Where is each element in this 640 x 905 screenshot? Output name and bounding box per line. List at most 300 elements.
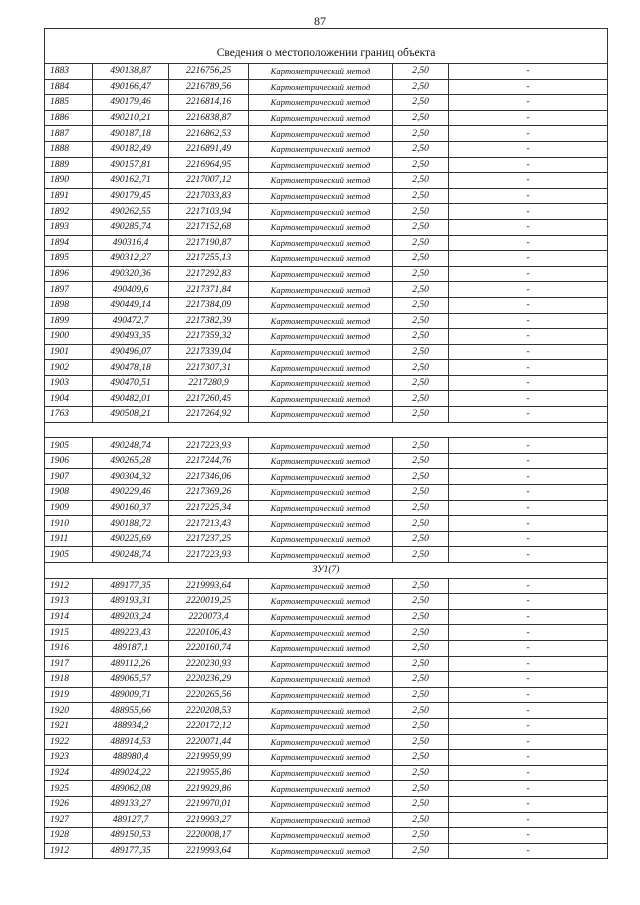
point-number-cell: 1895 <box>45 251 93 267</box>
x-coordinate-cell: 490409,6 <box>93 282 169 298</box>
table-row <box>45 360 608 376</box>
method-cell: Картометрический метод <box>249 547 393 563</box>
description-cell: - <box>449 126 608 142</box>
description-cell: - <box>449 251 608 267</box>
accuracy-cell: 2,50 <box>393 828 449 844</box>
point-number-cell: 1902 <box>45 360 93 376</box>
point-number-cell: 1893 <box>45 219 93 235</box>
point-number-cell: 1919 <box>45 687 93 703</box>
description-cell: - <box>449 672 608 688</box>
x-coordinate-cell: 490478,18 <box>93 360 169 376</box>
x-coordinate-cell: 490160,37 <box>93 500 169 516</box>
accuracy-cell: 2,50 <box>393 500 449 516</box>
y-coordinate-cell: 2217384,09 <box>169 297 249 313</box>
description-cell: - <box>449 640 608 656</box>
y-coordinate-cell: 2217033,83 <box>169 188 249 204</box>
x-coordinate-cell: 490166,47 <box>93 79 169 95</box>
method-cell: Картометрический метод <box>249 656 393 672</box>
point-number-cell: 1901 <box>45 344 93 360</box>
accuracy-cell: 2,50 <box>393 329 449 345</box>
accuracy-cell: 2,50 <box>393 344 449 360</box>
method-cell: Картометрический метод <box>249 828 393 844</box>
accuracy-cell: 2,50 <box>393 672 449 688</box>
x-coordinate-cell: 489112,26 <box>93 656 169 672</box>
point-number-cell: 1926 <box>45 796 93 812</box>
description-cell: - <box>449 485 608 501</box>
point-number-cell: 1900 <box>45 329 93 345</box>
point-number-cell: 1911 <box>45 531 93 547</box>
point-number-cell: 1888 <box>45 141 93 157</box>
accuracy-cell: 2,50 <box>393 110 449 126</box>
table-row <box>45 750 608 766</box>
table-row <box>45 375 608 391</box>
method-cell: Картометрический метод <box>249 640 393 656</box>
y-coordinate-cell: 2219959,99 <box>169 750 249 766</box>
x-coordinate-cell: 488980,4 <box>93 750 169 766</box>
method-cell: Картометрический метод <box>249 703 393 719</box>
y-coordinate-cell: 2217237,25 <box>169 531 249 547</box>
accuracy-cell: 2,50 <box>393 781 449 797</box>
accuracy-cell: 2,50 <box>393 656 449 672</box>
table-row <box>45 796 608 812</box>
description-cell: - <box>449 578 608 594</box>
description-cell: - <box>449 625 608 641</box>
y-coordinate-cell: 2217339,04 <box>169 344 249 360</box>
x-coordinate-cell: 490304,32 <box>93 469 169 485</box>
description-cell: - <box>449 547 608 563</box>
method-cell: Картометрический метод <box>249 64 393 80</box>
y-coordinate-cell: 2219993,27 <box>169 812 249 828</box>
section-label: ЗУ1(7) <box>45 563 608 579</box>
table-row <box>45 843 608 859</box>
table-row <box>45 812 608 828</box>
accuracy-cell: 2,50 <box>393 625 449 641</box>
point-number-cell: 1917 <box>45 656 93 672</box>
x-coordinate-cell: 489203,24 <box>93 609 169 625</box>
method-cell: Картометрический метод <box>249 531 393 547</box>
method-cell: Картометрический метод <box>249 625 393 641</box>
y-coordinate-cell: 2217280,9 <box>169 375 249 391</box>
point-number-cell: 1889 <box>45 157 93 173</box>
accuracy-cell: 2,50 <box>393 718 449 734</box>
accuracy-cell: 2,50 <box>393 219 449 235</box>
y-coordinate-cell: 2217382,39 <box>169 313 249 329</box>
table-row <box>45 282 608 298</box>
method-cell: Картометрический метод <box>249 95 393 111</box>
description-cell: - <box>449 687 608 703</box>
x-coordinate-cell: 490179,46 <box>93 95 169 111</box>
method-cell: Картометрический метод <box>249 360 393 376</box>
y-coordinate-cell: 2217307,31 <box>169 360 249 376</box>
table-row <box>45 188 608 204</box>
table-row <box>45 734 608 750</box>
description-cell: - <box>449 313 608 329</box>
method-cell: Картометрический метод <box>249 453 393 469</box>
table-row <box>45 297 608 313</box>
point-number-cell: 1923 <box>45 750 93 766</box>
table-row <box>45 235 608 251</box>
point-number-cell: 1897 <box>45 282 93 298</box>
accuracy-cell: 2,50 <box>393 453 449 469</box>
boundary-coordinates-table <box>44 28 608 859</box>
method-cell: Картометрический метод <box>249 594 393 610</box>
method-cell: Картометрический метод <box>249 110 393 126</box>
point-number-cell: 1908 <box>45 485 93 501</box>
point-number-cell: 1892 <box>45 204 93 220</box>
point-number-cell: 1883 <box>45 64 93 80</box>
accuracy-cell: 2,50 <box>393 438 449 454</box>
method-cell: Картометрический метод <box>249 344 393 360</box>
point-number-cell: 1890 <box>45 173 93 189</box>
y-coordinate-cell: 2217103,94 <box>169 204 249 220</box>
description-cell: - <box>449 750 608 766</box>
accuracy-cell: 2,50 <box>393 843 449 859</box>
section-label <box>45 422 608 438</box>
y-coordinate-cell: 2217292,83 <box>169 266 249 282</box>
method-cell: Картометрический метод <box>249 219 393 235</box>
accuracy-cell: 2,50 <box>393 687 449 703</box>
accuracy-cell: 2,50 <box>393 141 449 157</box>
section-separator-row <box>45 563 608 579</box>
table-title: Сведения о местоположении границ объекта <box>45 29 608 64</box>
table-row <box>45 609 608 625</box>
y-coordinate-cell: 2219970,01 <box>169 796 249 812</box>
x-coordinate-cell: 489133,27 <box>93 796 169 812</box>
x-coordinate-cell: 489009,71 <box>93 687 169 703</box>
table-row <box>45 703 608 719</box>
x-coordinate-cell: 489177,35 <box>93 843 169 859</box>
y-coordinate-cell: 2217190,87 <box>169 235 249 251</box>
section-separator-row <box>45 422 608 438</box>
description-cell: - <box>449 110 608 126</box>
point-number-cell: 1910 <box>45 516 93 532</box>
method-cell: Картометрический метод <box>249 750 393 766</box>
y-coordinate-cell: 2217359,32 <box>169 329 249 345</box>
accuracy-cell: 2,50 <box>393 469 449 485</box>
accuracy-cell: 2,50 <box>393 313 449 329</box>
point-number-cell: 1915 <box>45 625 93 641</box>
method-cell: Картометрический метод <box>249 173 393 189</box>
accuracy-cell: 2,50 <box>393 235 449 251</box>
accuracy-cell: 2,50 <box>393 516 449 532</box>
x-coordinate-cell: 490320,36 <box>93 266 169 282</box>
point-number-cell: 1898 <box>45 297 93 313</box>
y-coordinate-cell: 2216862,53 <box>169 126 249 142</box>
point-number-cell: 1927 <box>45 812 93 828</box>
method-cell: Картометрический метод <box>249 718 393 734</box>
description-cell: - <box>449 594 608 610</box>
accuracy-cell: 2,50 <box>393 95 449 111</box>
accuracy-cell: 2,50 <box>393 531 449 547</box>
point-number-cell: 1920 <box>45 703 93 719</box>
point-number-cell: 1905 <box>45 547 93 563</box>
x-coordinate-cell: 490210,21 <box>93 110 169 126</box>
x-coordinate-cell: 490248,74 <box>93 438 169 454</box>
description-cell: - <box>449 391 608 407</box>
table-row <box>45 157 608 173</box>
y-coordinate-cell: 2217264,92 <box>169 407 249 423</box>
y-coordinate-cell: 2217007,12 <box>169 173 249 189</box>
accuracy-cell: 2,50 <box>393 64 449 80</box>
x-coordinate-cell: 490265,28 <box>93 453 169 469</box>
method-cell: Картометрический метод <box>249 578 393 594</box>
x-coordinate-cell: 490188,72 <box>93 516 169 532</box>
point-number-cell: 1921 <box>45 718 93 734</box>
x-coordinate-cell: 490225,69 <box>93 531 169 547</box>
description-cell: - <box>449 469 608 485</box>
accuracy-cell: 2,50 <box>393 282 449 298</box>
point-number-cell: 1909 <box>45 500 93 516</box>
y-coordinate-cell: 2217223,93 <box>169 438 249 454</box>
description-cell: - <box>449 516 608 532</box>
table-row <box>45 141 608 157</box>
table-row <box>45 672 608 688</box>
y-coordinate-cell: 2219955,86 <box>169 765 249 781</box>
table-row <box>45 313 608 329</box>
table-row <box>45 453 608 469</box>
x-coordinate-cell: 490157,81 <box>93 157 169 173</box>
x-coordinate-cell: 490285,74 <box>93 219 169 235</box>
x-coordinate-cell: 490248,74 <box>93 547 169 563</box>
point-number-cell: 1885 <box>45 95 93 111</box>
method-cell: Картометрический метод <box>249 485 393 501</box>
accuracy-cell: 2,50 <box>393 375 449 391</box>
y-coordinate-cell: 2220071,44 <box>169 734 249 750</box>
point-number-cell: 1896 <box>45 266 93 282</box>
table-row <box>45 531 608 547</box>
accuracy-cell: 2,50 <box>393 360 449 376</box>
description-cell: - <box>449 282 608 298</box>
description-cell: - <box>449 95 608 111</box>
method-cell: Картометрический метод <box>249 687 393 703</box>
accuracy-cell: 2,50 <box>393 126 449 142</box>
description-cell: - <box>449 765 608 781</box>
method-cell: Картометрический метод <box>249 516 393 532</box>
y-coordinate-cell: 2217260,45 <box>169 391 249 407</box>
x-coordinate-cell: 489177,35 <box>93 578 169 594</box>
point-number-cell: 1763 <box>45 407 93 423</box>
y-coordinate-cell: 2217346,06 <box>169 469 249 485</box>
accuracy-cell: 2,50 <box>393 750 449 766</box>
accuracy-cell: 2,50 <box>393 157 449 173</box>
method-cell: Картометрический метод <box>249 375 393 391</box>
point-number-cell: 1912 <box>45 578 93 594</box>
y-coordinate-cell: 2217369,26 <box>169 485 249 501</box>
table-row <box>45 781 608 797</box>
description-cell: - <box>449 79 608 95</box>
table-row <box>45 718 608 734</box>
table-row <box>45 407 608 423</box>
method-cell: Картометрический метод <box>249 765 393 781</box>
point-number-cell: 1918 <box>45 672 93 688</box>
x-coordinate-cell: 490482,01 <box>93 391 169 407</box>
x-coordinate-cell: 490496,07 <box>93 344 169 360</box>
x-coordinate-cell: 489150,53 <box>93 828 169 844</box>
table-row <box>45 329 608 345</box>
y-coordinate-cell: 2220172,12 <box>169 718 249 734</box>
description-cell: - <box>449 375 608 391</box>
x-coordinate-cell: 490138,87 <box>93 64 169 80</box>
method-cell: Картометрический метод <box>249 391 393 407</box>
description-cell: - <box>449 718 608 734</box>
y-coordinate-cell: 2217244,76 <box>169 453 249 469</box>
point-number-cell: 1925 <box>45 781 93 797</box>
method-cell: Картометрический метод <box>249 500 393 516</box>
point-number-cell: 1884 <box>45 79 93 95</box>
description-cell: - <box>449 843 608 859</box>
x-coordinate-cell: 490262,55 <box>93 204 169 220</box>
description-cell: - <box>449 188 608 204</box>
table-row <box>45 204 608 220</box>
table-body <box>45 29 608 859</box>
accuracy-cell: 2,50 <box>393 297 449 313</box>
accuracy-cell: 2,50 <box>393 407 449 423</box>
accuracy-cell: 2,50 <box>393 204 449 220</box>
point-number-cell: 1887 <box>45 126 93 142</box>
description-cell: - <box>449 781 608 797</box>
description-cell: - <box>449 360 608 376</box>
table-row <box>45 126 608 142</box>
y-coordinate-cell: 2217225,34 <box>169 500 249 516</box>
method-cell: Картометрический метод <box>249 796 393 812</box>
description-cell: - <box>449 235 608 251</box>
method-cell: Картометрический метод <box>249 843 393 859</box>
method-cell: Картометрический метод <box>249 672 393 688</box>
x-coordinate-cell: 490162,71 <box>93 173 169 189</box>
x-coordinate-cell: 488934,2 <box>93 718 169 734</box>
y-coordinate-cell: 2219993,64 <box>169 578 249 594</box>
y-coordinate-cell: 2219929,86 <box>169 781 249 797</box>
x-coordinate-cell: 489223,43 <box>93 625 169 641</box>
point-number-cell: 1913 <box>45 594 93 610</box>
y-coordinate-cell: 2220230,93 <box>169 656 249 672</box>
x-coordinate-cell: 490182,49 <box>93 141 169 157</box>
point-number-cell: 1922 <box>45 734 93 750</box>
method-cell: Картометрический метод <box>249 266 393 282</box>
table-row <box>45 344 608 360</box>
table-row <box>45 79 608 95</box>
accuracy-cell: 2,50 <box>393 640 449 656</box>
y-coordinate-cell: 2220106,43 <box>169 625 249 641</box>
method-cell: Картометрический метод <box>249 126 393 142</box>
table-row <box>45 95 608 111</box>
accuracy-cell: 2,50 <box>393 391 449 407</box>
method-cell: Картометрический метод <box>249 781 393 797</box>
point-number-cell: 1903 <box>45 375 93 391</box>
accuracy-cell: 2,50 <box>393 79 449 95</box>
y-coordinate-cell: 2216891,49 <box>169 141 249 157</box>
y-coordinate-cell: 2217213,43 <box>169 516 249 532</box>
description-cell: - <box>449 453 608 469</box>
accuracy-cell: 2,50 <box>393 703 449 719</box>
table-row <box>45 64 608 80</box>
point-number-cell: 1905 <box>45 438 93 454</box>
table-row <box>45 640 608 656</box>
point-number-cell: 1914 <box>45 609 93 625</box>
y-coordinate-cell: 2219993,64 <box>169 843 249 859</box>
method-cell: Картометрический метод <box>249 282 393 298</box>
accuracy-cell: 2,50 <box>393 485 449 501</box>
description-cell: - <box>449 219 608 235</box>
description-cell: - <box>449 204 608 220</box>
description-cell: - <box>449 531 608 547</box>
point-number-cell: 1928 <box>45 828 93 844</box>
table-row <box>45 547 608 563</box>
point-number-cell: 1916 <box>45 640 93 656</box>
table-row <box>45 391 608 407</box>
table-row <box>45 828 608 844</box>
table-row <box>45 266 608 282</box>
description-cell: - <box>449 703 608 719</box>
point-number-cell: 1886 <box>45 110 93 126</box>
method-cell: Картометрический метод <box>249 251 393 267</box>
x-coordinate-cell: 489187,1 <box>93 640 169 656</box>
y-coordinate-cell: 2220265,56 <box>169 687 249 703</box>
y-coordinate-cell: 2220008,17 <box>169 828 249 844</box>
description-cell: - <box>449 500 608 516</box>
description-cell: - <box>449 438 608 454</box>
table-row <box>45 578 608 594</box>
method-cell: Картометрический метод <box>249 469 393 485</box>
x-coordinate-cell: 490187,18 <box>93 126 169 142</box>
y-coordinate-cell: 2216789,56 <box>169 79 249 95</box>
table-title-row <box>45 29 608 64</box>
x-coordinate-cell: 488914,53 <box>93 734 169 750</box>
method-cell: Картометрический метод <box>249 141 393 157</box>
y-coordinate-cell: 2216964,95 <box>169 157 249 173</box>
accuracy-cell: 2,50 <box>393 812 449 828</box>
page-number: 87 <box>314 14 326 28</box>
x-coordinate-cell: 489062,08 <box>93 781 169 797</box>
point-number-cell: 1899 <box>45 313 93 329</box>
description-cell: - <box>449 656 608 672</box>
y-coordinate-cell: 2217152,68 <box>169 219 249 235</box>
table-row <box>45 516 608 532</box>
accuracy-cell: 2,50 <box>393 609 449 625</box>
boundary-table-sheet <box>44 28 607 859</box>
x-coordinate-cell: 490470,51 <box>93 375 169 391</box>
table-row <box>45 251 608 267</box>
method-cell: Картометрический метод <box>249 812 393 828</box>
table-row <box>45 625 608 641</box>
table-row <box>45 500 608 516</box>
point-number-cell: 1894 <box>45 235 93 251</box>
y-coordinate-cell: 2217223,93 <box>169 547 249 563</box>
table-row <box>45 438 608 454</box>
point-number-cell: 1912 <box>45 843 93 859</box>
description-cell: - <box>449 329 608 345</box>
description-cell: - <box>449 734 608 750</box>
accuracy-cell: 2,50 <box>393 594 449 610</box>
method-cell: Картометрический метод <box>249 79 393 95</box>
table-row <box>45 687 608 703</box>
method-cell: Картометрический метод <box>249 734 393 750</box>
description-cell: - <box>449 266 608 282</box>
method-cell: Картометрический метод <box>249 188 393 204</box>
accuracy-cell: 2,50 <box>393 173 449 189</box>
y-coordinate-cell: 2220236,29 <box>169 672 249 688</box>
y-coordinate-cell: 2220019,25 <box>169 594 249 610</box>
point-number-cell: 1924 <box>45 765 93 781</box>
x-coordinate-cell: 490312,27 <box>93 251 169 267</box>
accuracy-cell: 2,50 <box>393 734 449 750</box>
method-cell: Картометрический метод <box>249 609 393 625</box>
method-cell: Картометрический метод <box>249 204 393 220</box>
method-cell: Картометрический метод <box>249 407 393 423</box>
x-coordinate-cell: 490229,46 <box>93 485 169 501</box>
table-row <box>45 219 608 235</box>
x-coordinate-cell: 489024,22 <box>93 765 169 781</box>
